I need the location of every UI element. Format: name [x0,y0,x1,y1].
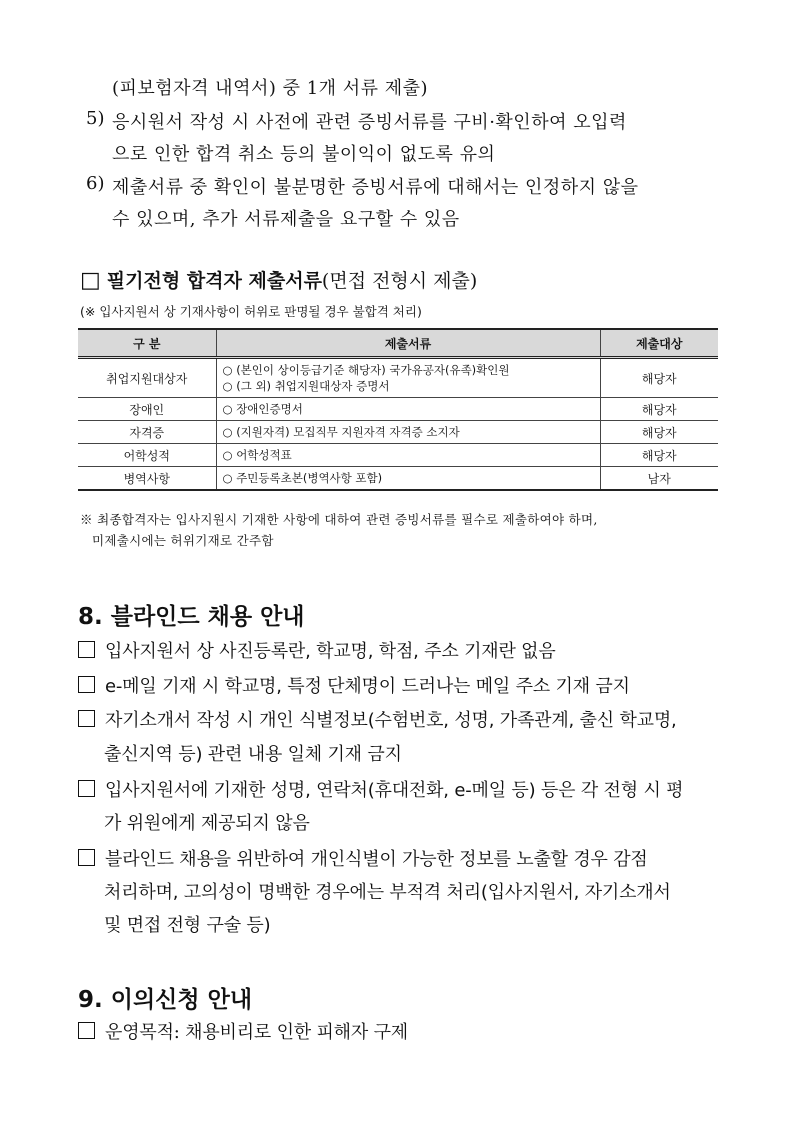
required-documents-table [78,328,718,491]
row-documents: ○ 주민등록초본(병역사항 포함) [216,467,600,491]
section-8-item-5: 블라인드 채용을 위반하여 개인식별이 가능한 정보를 노출할 경우 감점 [78,845,648,871]
section-8-item-4-cont: 가 위원에게 제공되지 않음 [104,813,310,834]
list-item-5-line-2: 으로 인한 합격 취소 등의 불이익이 없도록 유의 [112,144,496,165]
table-header-row [78,329,718,358]
checkbox-square-icon [78,676,95,693]
section-8-item-1: 입사지원서 상 사진등록란, 학교명, 학점, 주소 기재란 없음 [78,637,556,663]
docs-note: (※ 입사지원서 상 기재사항이 허위로 판명될 경우 불합격 처리) [80,304,422,319]
section-8-item-3: 자기소개서 작성 시 개인 식별정보(수험번호, 성명, 가족관계, 출신 학교명, [78,706,677,732]
row-documents: ○ 장애인증명서 [216,398,600,421]
section-9-item-1: 운영목적: 채용비리로 인한 피해자 구제 [78,1018,408,1044]
row-category: 어학성적 [78,444,216,467]
document-item: ○ (본인이 상이등급기준 해당자) 국가유공자(유족)확인원 [222,363,510,377]
header-category: 구 분 [78,329,216,358]
document-item: ○ (그 외) 취업지원대상자 증명서 [222,379,390,393]
checkbox-square-icon [78,849,95,866]
checkbox-square-icon: □ [80,268,101,293]
section-8-item-3-cont: 출신지역 등) 관련 내용 일체 기재 금지 [104,744,402,765]
list-item-6-line-1: 제출서류 중 확인이 불분명한 증빙서류에 대해서는 인정하지 않을 [112,177,639,198]
docs-section-heading [80,266,477,293]
row-documents: ○ (지원자격) 모집직무 지원자격 자격증 소지자 [216,421,600,444]
list-item-6-line-2: 수 있으며, 추가 서류제출을 요구할 수 있음 [112,209,460,230]
table-row [78,444,718,467]
section-8-title: 8. 블라인드 채용 안내 [78,604,305,630]
list-number-6: 6) [86,173,105,194]
section-8-item-5-cont-2: 및 면접 전형 구술 등) [104,915,271,936]
row-documents [216,358,600,398]
row-target: 남자 [600,467,718,491]
table-row [78,358,718,398]
section-8-item-5-cont-1: 처리하며, 고의성이 명백한 경우에는 부적격 처리(입사지원서, 자기소개서 [104,882,671,903]
header-target: 제출대상 [600,329,718,358]
docs-heading-bold: 필기전형 합격자 제출서류 [106,270,322,292]
table-row [78,421,718,444]
row-category: 자격증 [78,421,216,444]
list-number-5: 5) [86,108,105,129]
row-category: 병역사항 [78,467,216,491]
checkbox-square-icon [78,780,95,797]
checkbox-square-icon [78,1022,95,1039]
table-footnote-line-2: 미제출시에는 허위기재로 간주함 [92,533,274,548]
docs-heading-rest: (면접 전형시 제출) [321,270,478,292]
section-9-title: 9. 이의신청 안내 [78,987,253,1013]
section-8-item-2: e-메일 기재 시 학교명, 특정 단체명이 드러나는 메일 주소 기재 금지 [78,672,630,698]
row-target: 해당자 [600,358,718,398]
row-category: 취업지원대상자 [78,358,216,398]
row-documents: ○ 어학성적표 [216,444,600,467]
checkbox-square-icon [78,641,95,658]
table-row [78,398,718,421]
row-category: 장애인 [78,398,216,421]
table-footnote-line-1: ※ 최종합격자는 입사지원시 기재한 사항에 대하여 관련 증빙서류를 필수로 제출하여야 하며, [80,512,598,527]
list-item-5-line-1: 응시원서 작성 시 사전에 관련 증빙서류를 구비·확인하여 오입력 [112,112,627,133]
row-target: 해당자 [600,421,718,444]
list-continuation: (피보험자격 내역서) 중 1개 서류 제출) [112,78,429,99]
checkbox-square-icon [78,710,95,727]
section-8-item-4: 입사지원서에 기재한 성명, 연락처(휴대전화, e-메일 등) 등은 각 전형 시 평 [78,776,683,802]
header-documents: 제출서류 [216,329,600,358]
row-target: 해당자 [600,444,718,467]
table-row [78,467,718,491]
row-target: 해당자 [600,398,718,421]
